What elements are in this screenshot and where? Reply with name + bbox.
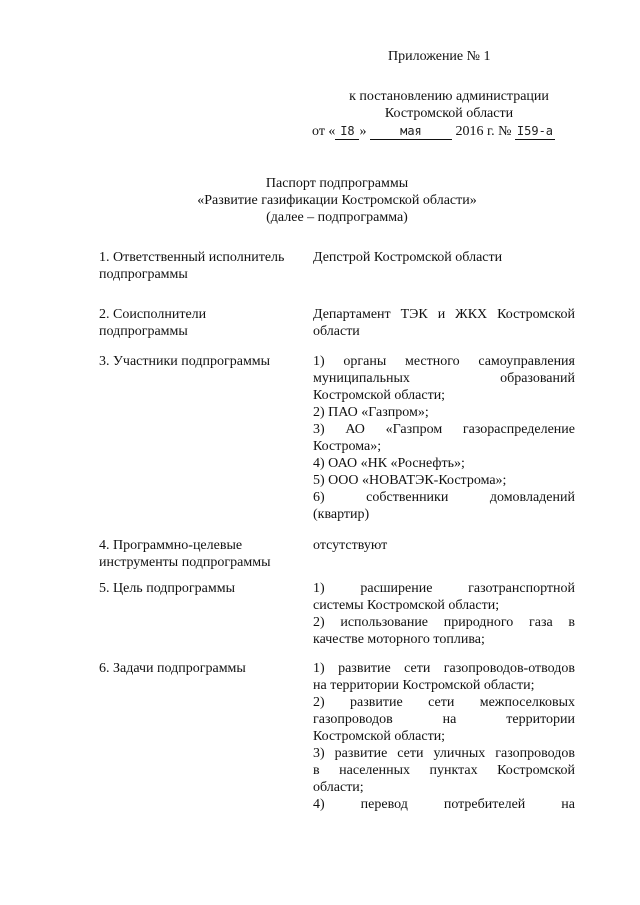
row-6-value-line: 3) развитие сети уличных газопроводов — [313, 746, 575, 761]
row-6-value-line: в населенных пунктах Костромской — [313, 763, 575, 778]
decree-date-line — [312, 123, 555, 140]
row-3-label-line: 3. Участники подпрограммы — [99, 354, 271, 369]
row-3-value-line: (квартир) — [313, 507, 370, 522]
row-6-value-line: 1) развитие сети газопроводов-отводов — [313, 661, 575, 676]
row-4-label-line: инструменты подпрограммы — [99, 555, 271, 570]
date-year: 2016 г. № — [455, 124, 512, 139]
title-line-3: (далее – подпрограмма) — [266, 210, 408, 225]
row-3-value-line: Костромской области; — [313, 388, 446, 403]
row-4-label-line: 4. Программно-целевые — [99, 538, 243, 553]
row-5-value-line: 2) использование природного газа в — [313, 615, 575, 630]
row-6-value-line: области; — [313, 780, 364, 795]
date-day-close: » — [359, 124, 367, 139]
row-5-value-line: качестве моторного топлива; — [313, 632, 485, 647]
row-5-label — [99, 580, 309, 597]
row-2-value-line: Департамент ТЭК и ЖКХ Костромской — [313, 307, 575, 322]
row-3-value — [313, 353, 575, 523]
date-month: мая — [370, 124, 452, 140]
row-3-value-line: 1) органы местного самоуправления — [313, 354, 575, 369]
row-6-value-line: газопроводов на территории — [313, 712, 575, 727]
row-1-value — [313, 249, 575, 266]
row-6-value-line: 2) развитие сети межпоселковых — [313, 695, 575, 710]
decree-reference — [330, 88, 568, 122]
row-5-value-line: 1) расширение газотранспортной — [313, 581, 575, 596]
row-5-label-line: 5. Цель подпрограммы — [99, 581, 235, 596]
row-5-value-line: системы Костромской области; — [313, 598, 500, 613]
decree-line-1: к постановлению администрации — [349, 89, 549, 104]
row-2-value-line: области — [313, 324, 360, 339]
row-2-label-line: 2. Соисполнители — [99, 307, 207, 322]
title-line-2: «Развитие газификации Костромской области» — [197, 193, 477, 208]
row-3-value-line: Кострома»; — [313, 439, 382, 454]
row-4-label — [99, 537, 309, 571]
row-4-value — [313, 537, 575, 554]
row-1-label — [99, 249, 309, 283]
row-2-label-line: подпрограммы — [99, 324, 188, 339]
row-6-value-line: 4) перевод потребителей на — [313, 797, 575, 812]
row-3-value-line: 2) ПАО «Газпром»; — [313, 405, 429, 420]
date-day: I8 — [335, 124, 359, 140]
document-title — [99, 175, 575, 226]
row-3-value-line: 6) собственники домовладений — [313, 490, 575, 505]
row-6-label — [99, 660, 309, 677]
row-3-value-line: 4) ОАО «НК «Роснефть»; — [313, 456, 465, 471]
row-6-value-line: на территории Костромской области; — [313, 678, 535, 693]
title-line-1: Паспорт подпрограммы — [265, 176, 409, 191]
row-3-label — [99, 353, 309, 370]
row-4-value-line: отсутствуют — [313, 538, 388, 553]
row-3-value-line: муниципальных образований — [313, 371, 575, 386]
row-1-label-line: подпрограммы — [99, 267, 188, 282]
row-6-value-line: Костромской области; — [313, 729, 446, 744]
row-2-value — [313, 306, 575, 340]
row-3-value-line: 5) ООО «НОВАТЭК-Кострома»; — [313, 473, 507, 488]
row-2-label — [99, 306, 309, 340]
row-5-value — [313, 580, 575, 648]
row-3-value-line: 3) АО «Газпром газораспределение — [313, 422, 575, 437]
row-6-value — [313, 660, 575, 813]
date-prefix: от « — [312, 124, 336, 139]
row-1-label-line: 1. Ответственный исполнитель — [99, 250, 285, 265]
row-6-label-line: 6. Задачи подпрограммы — [99, 661, 246, 676]
decree-number: I59-а — [516, 124, 554, 138]
decree-line-2: Костромской области — [384, 106, 514, 121]
appendix-heading: Приложение № 1 — [388, 49, 491, 64]
row-1-value-line: Депстрой Костромской области — [313, 250, 503, 265]
